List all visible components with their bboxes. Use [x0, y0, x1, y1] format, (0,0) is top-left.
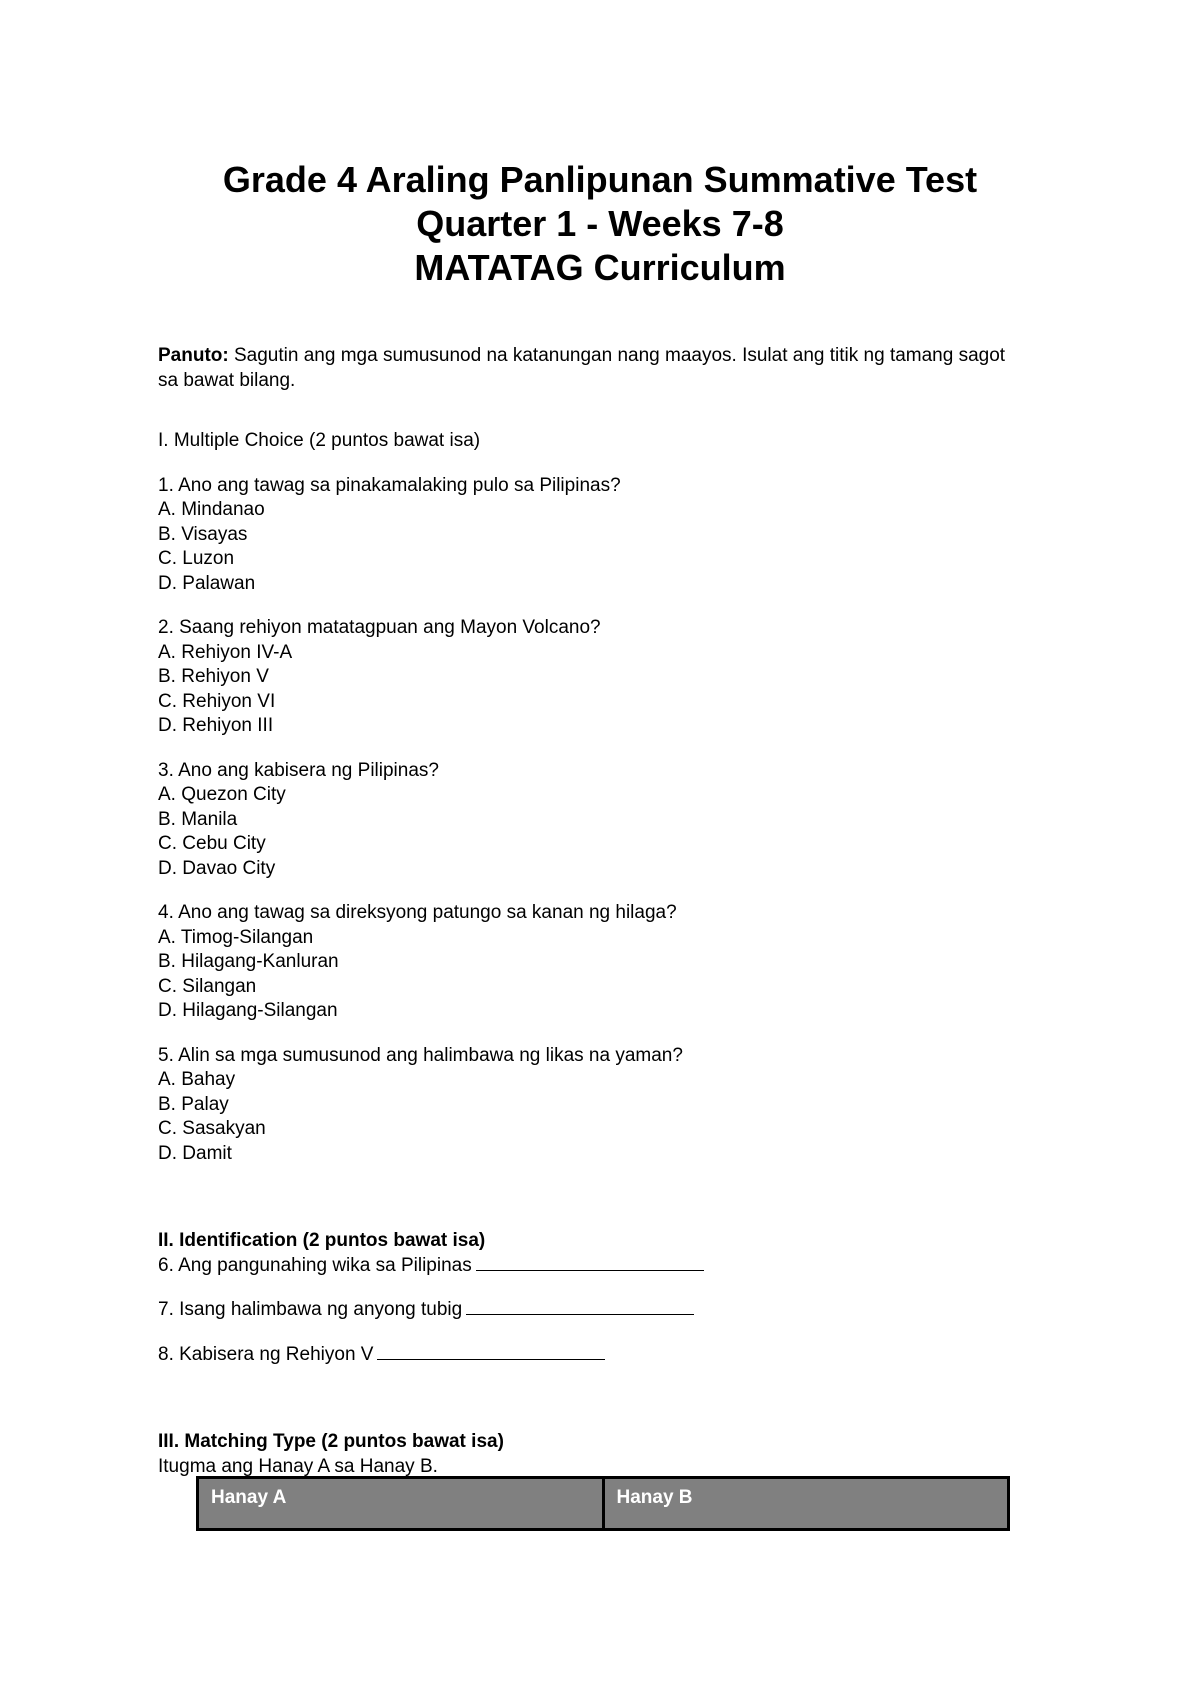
identification-item-7: [158, 1298, 1018, 1323]
question-1: [158, 474, 1018, 597]
option-a: A. Rehiyon IV-A: [158, 641, 293, 663]
option-d: D. Palawan: [158, 572, 256, 594]
instructions-text: Sagutin ang mga sumusunod na katanungan nang maayos. Isulat ang titik ng tamang sagot sa bawat bilang.: [158, 345, 1006, 391]
question-5: [158, 1044, 1018, 1167]
column-hanay-a: Hanay A: [198, 1478, 604, 1530]
option-c: C. Sasakyan: [158, 1118, 266, 1139]
option-a: A. Quezon City: [158, 784, 286, 805]
item-text: 7. Isang halimbawa ng anyong tubig: [158, 1299, 463, 1320]
matching-table-header: [198, 1478, 1009, 1530]
section-1-heading: I. Multiple Choice (2 puntos bawat isa): [158, 430, 481, 451]
answer-blank[interactable]: [476, 1254, 704, 1271]
option-a: A. Timog-Silangan: [158, 926, 314, 948]
option-c: C. Luzon: [158, 548, 235, 569]
question-text: 3. Ano ang kabisera ng Pilipinas?: [158, 759, 439, 781]
test-content: [158, 344, 1018, 1479]
matching-table: [196, 1476, 1010, 1531]
option-a: A. Bahay: [158, 1069, 236, 1090]
question-4: [158, 901, 1018, 1024]
identification-item-8: [158, 1343, 1018, 1368]
option-b: B. Manila: [158, 808, 238, 830]
option-a: A. Mindanao: [158, 499, 265, 520]
column-hanay-b: Hanay B: [603, 1478, 1009, 1530]
title-line-1: Grade 4 Araling Panlipunan Summative Test: [222, 159, 978, 200]
option-d: D. Davao City: [158, 857, 276, 879]
option-d: D. Rehiyon III: [158, 715, 274, 736]
question-text: 1. Ano ang tawag sa pinakamalaking pulo sa Pilipinas?: [158, 474, 621, 496]
option-b: B. Rehiyon V: [158, 666, 269, 687]
section-3-heading: III. Matching Type (2 puntos bawat isa): [158, 1431, 504, 1452]
option-b: B. Visayas: [158, 523, 248, 545]
question-text: 4. Ano ang tawag sa direksyong patungo sa kanan ng hilaga?: [158, 902, 677, 923]
question-3: [158, 759, 1018, 882]
option-c: C. Cebu City: [158, 833, 266, 854]
question-text: 2. Saang rehiyon matatagpuan ang Mayon Volcano?: [158, 617, 601, 638]
option-c: C. Silangan: [158, 975, 257, 997]
section-3-instruction: Itugma ang Hanay A sa Hanay B.: [158, 1455, 438, 1477]
item-text: 8. Kabisera ng Rehiyon V: [158, 1343, 374, 1365]
option-b: B. Palay: [158, 1093, 229, 1115]
option-c: C. Rehiyon VI: [158, 690, 276, 712]
option-d: D. Damit: [158, 1142, 232, 1164]
question-2: [158, 616, 1018, 739]
answer-blank[interactable]: [377, 1343, 605, 1360]
option-b: B. Hilagang-Kanluran: [158, 951, 339, 972]
title-line-3: MATATAG Curriculum: [414, 247, 786, 288]
option-d: D. Hilagang-Silangan: [158, 1000, 338, 1021]
title-line-2: Quarter 1 - Weeks 7-8: [416, 203, 784, 244]
question-text: 5. Alin sa mga sumusunod ang halimbawa ng likas na yaman?: [158, 1044, 683, 1066]
title-block: [0, 158, 1200, 290]
identification-item-6: [158, 1254, 1018, 1279]
instructions: [158, 344, 1018, 393]
section-2-heading: II. Identification (2 puntos bawat isa): [158, 1230, 486, 1251]
instructions-label: Panuto:: [158, 345, 229, 366]
answer-blank[interactable]: [466, 1298, 694, 1315]
item-text: 6. Ang pangunahing wika sa Pilipinas: [158, 1254, 472, 1276]
